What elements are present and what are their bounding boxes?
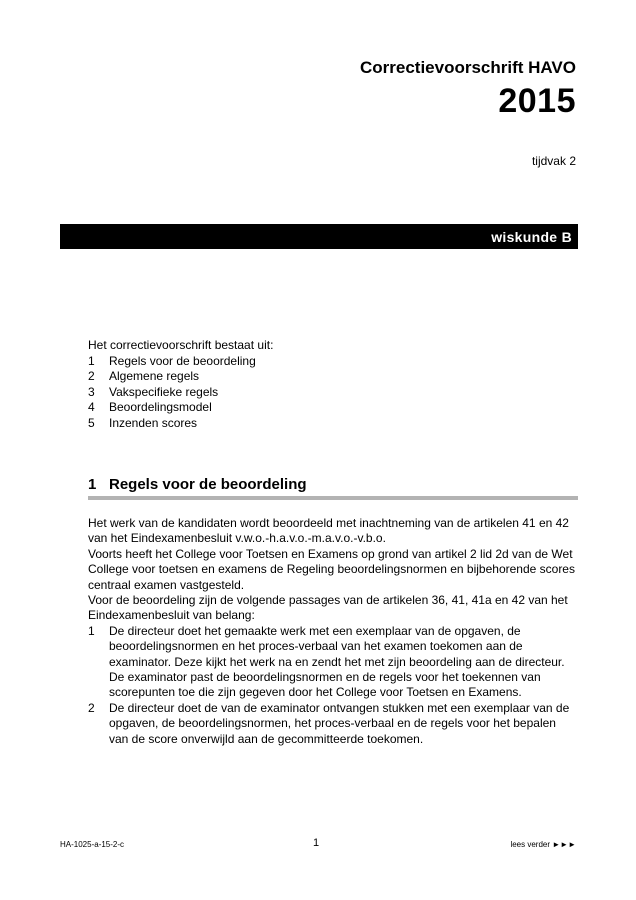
contents-lead: Het correctievoorschrift bestaat uit: [88,338,274,352]
section-title: Regels voor de beoordeling [109,476,307,493]
body-paragraph: Voorts heeft het College voor Toetsen en Examens op grond van artikel 2 lid 2d van de Wet College voor toetsen en examens de Regeling beoordelingsnormen en bijbehorende scores centraal examen vastgesteld. [88,546,575,592]
exam-year: 2015 [498,82,576,120]
document-title: Correctievoorschrift HAVO [359,58,576,77]
rule-item: 2 De directeur doet de van de examinator ontvangen stukken met een exemplaar van de opgaven, de beoordelingsnormen, het proces-verbaal en de regels voor het bepalen van de score onverwijld aan de gecommitteerde toekomen. [88,700,570,746]
contents-item: 5 Inzenden scores [88,415,198,430]
contents-overview [88,338,273,431]
contents-list [88,354,273,432]
section-body [88,516,578,747]
rule-item: 1 De directeur doet het gemaakte werk met een exemplaar van de opgaven, de beoordelingsnormen en het proces-verbaal van het examen toekomen aan de examinator. Deze kijkt het werk na en zendt het met zijn beoordeling aan de directeur. De examinator past de beoordelingsnormen en de regels voor het toekennen van scorepunten toe die zijn gegeven door het College voor Toetsen en Examens. [88,623,565,700]
document-code: HA-1025-a-15-2-c [60,840,125,849]
subject-label: wiskunde B [491,228,572,245]
section-heading [88,476,307,493]
contents-item: 1 Regels voor de beoordeling [88,353,256,368]
contents-item: 4 Beoordelingsmodel [88,400,212,414]
section-divider [88,496,578,500]
contents-item: 3 Vakspecifieke regels [88,384,219,399]
body-paragraph: Het werk van de kandidaten wordt beoordeeld met inachtneming van de artikelen 41 en 42 van het Eindexamenbesluit v.w.o.-h.a.v.o.-m.a.v.o.-v.b.o. [88,516,569,546]
continue-note: lees verder ►►► [510,840,576,849]
contents-item: 2 Algemene regels [88,369,200,383]
subject-banner [60,224,578,249]
exam-period: tijdvak 2 [531,154,576,168]
section-number: 1 [88,476,97,493]
rules-list [88,624,578,747]
page-number: 1 [313,837,320,849]
body-paragraph: Voor de beoordeling zijn de volgende passages van de artikelen 36, 41, 41a en 42 van het Eindexamenbesluit van belang: [88,593,568,623]
